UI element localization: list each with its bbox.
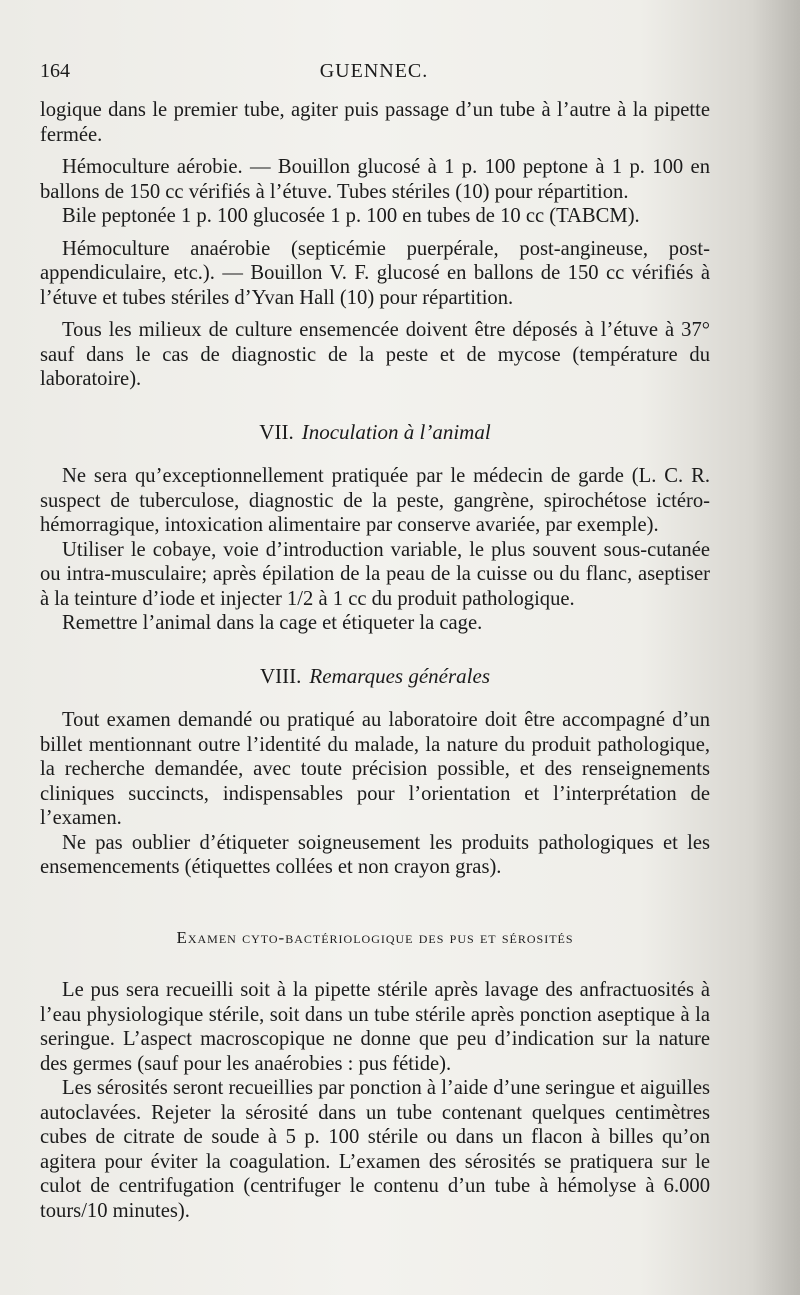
section-vii-title: Inoculation à l’animal xyxy=(301,419,491,444)
paragraph-inoculation-2: Utiliser le cobaye, voie d’introduction variable, le plus souvent sous-cutanée ou intra-musculaire; après épilation de la peau de la cuisse ou du flanc, aseptiser à la teinture d’iode et injecter 1/2 à 1 cc du produit pathologique. xyxy=(40,538,710,610)
section-viii-heading xyxy=(40,664,710,689)
paragraph-remarques-1: Tout examen demandé ou pratiqué au laboratoire doit être accompagné d’un billet mentionnant outre l’identité du malade, la nature du produit pathologique, la recherche demandée, avec toute précision possible, et des renseignements cliniques succincts, indispensables pour l’orientation et l’interprétation de l’examen. xyxy=(40,709,710,829)
section-viii-number: VIII. xyxy=(260,663,302,688)
section-vii-number: VII. xyxy=(259,419,294,444)
paragraph-inoculation-3: Remettre l’animal dans la cage et étiqueter la cage. xyxy=(62,612,483,634)
page-body xyxy=(40,98,710,1223)
paragraph-pus: Le pus sera recueilli soit à la pipette stérile après lavage des anfractuosités à l’eau physiologique stérile, soit dans un tube stérile après ponction aseptique à la seringue. L’aspect macroscopique ne donne que peu d’indication sur la nature des germes (sauf pour les anaérobies : pus fétide). xyxy=(40,979,710,1075)
paragraph-continuation: logique dans le premier tube, agiter puis passage d’un tube à l’autre à la pipette fermée. xyxy=(40,99,710,146)
paragraph-milieux-culture: Tous les milieux de culture ensemencée doivent être déposés à l’étuve à 37° sauf dans le cas de diagnostic de la peste et de mycose (température du laboratoire). xyxy=(40,319,710,390)
exam-heading: Examen cyto-bactériologique des pus et sérosités xyxy=(176,927,574,947)
paragraph-serosites: Les sérosités seront recueillies par ponction à l’aide d’une seringue et aiguilles autoclavées. Rejeter la sérosité dans un tube contenant quelques centimètres cubes de citrate de soude à 5 p. 100 stérile ou dans un flacon à billes qu’on agitera pour éviter la coagulation. L’examen des sérosités se pratiquera sur le culot de centrifugation (centrifuger le contenu d’un tube à hémolyse à 6.000 tours/10 minutes). xyxy=(40,1077,710,1222)
paragraph-inoculation-1: Ne sera qu’exceptionnellement pratiquée par le médecin de garde (L. C. R. suspect de tuberculose, diagnostic de la peste, gangrène, spirochétose ictéro-hémorragique, intoxication alimentaire par conserve avariée, par exemple). xyxy=(40,465,710,536)
paragraph-hemoculture-aerobie: Hémoculture aérobie. — Bouillon glucosé à 1 p. 100 peptone à 1 p. 100 en ballons de 150 cc vérifiés à l’étuve. Tubes stériles (10) pour répartition. xyxy=(40,156,710,203)
page-header xyxy=(40,58,708,88)
section-viii-title: Remarques générales xyxy=(309,663,490,688)
paragraph-bile-peptonee: Bile peptonée 1 p. 100 glucosée 1 p. 100 en tubes de 10 cc (TABCM). xyxy=(62,205,640,227)
paragraph-hemoculture-anaerobie: Hémoculture anaérobie (septicémie puerpérale, post-angineuse, post-appendiculaire, etc.). — Bouillon V. F. glucosé en ballons de 150 cc vérifiés à l’étuve et tubes stériles d’Yvan Hall (10) pour répartition. xyxy=(40,237,710,309)
running-head: GUENNEC. xyxy=(319,60,429,82)
paragraph-remarques-2: Ne pas oublier d’étiqueter soigneusement les produits pathologiques et les ensemencements (étiquettes collées et non crayon gras). xyxy=(40,831,710,878)
page-number: 164 xyxy=(40,60,70,82)
section-vii-heading xyxy=(40,420,710,445)
